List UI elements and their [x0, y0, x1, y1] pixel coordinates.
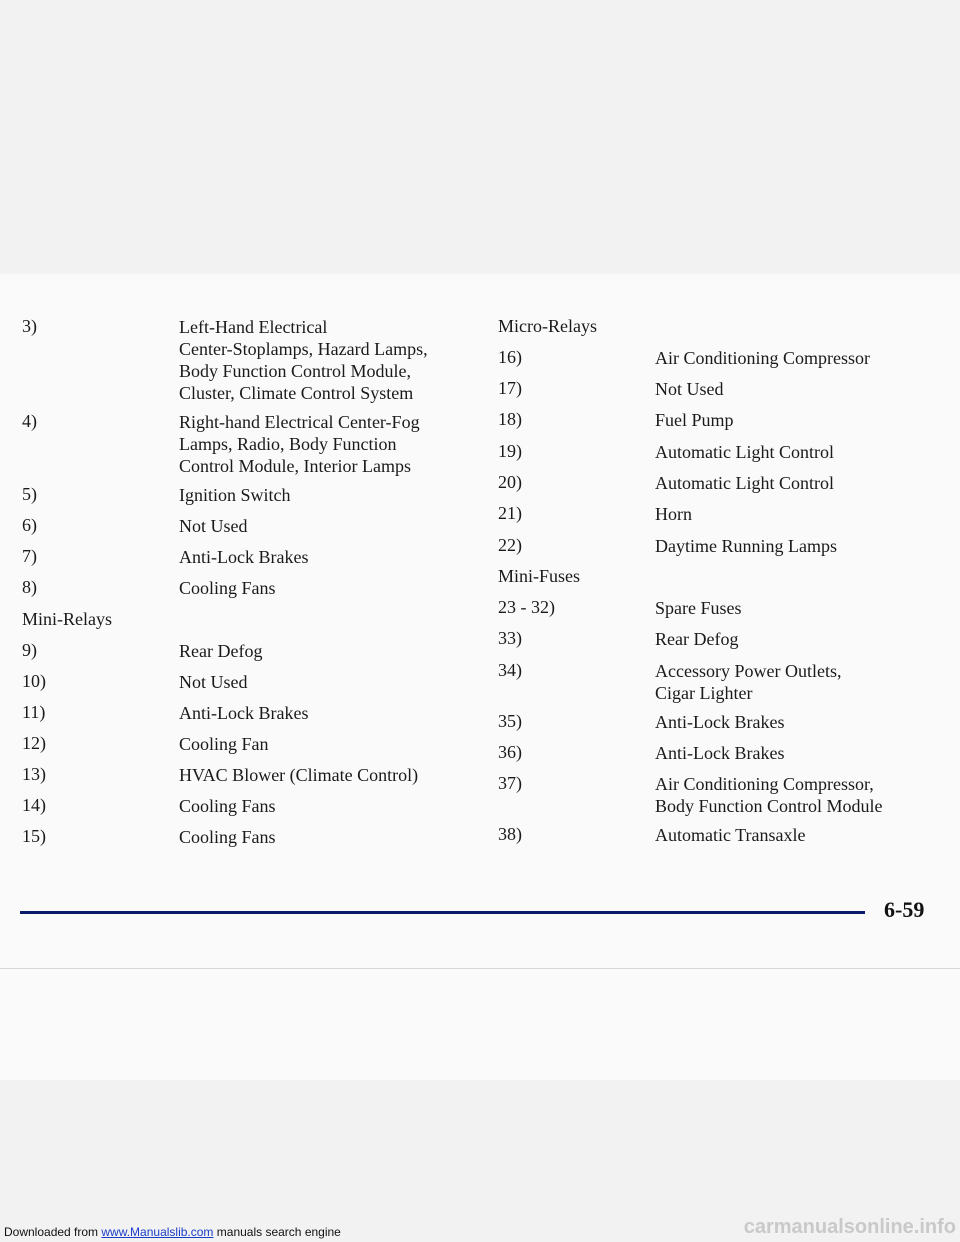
description-line: Anti-Lock Brakes: [655, 712, 785, 732]
item-number: 11): [22, 702, 46, 722]
item-number: 33): [498, 628, 522, 648]
item-number: 36): [498, 742, 522, 762]
footer-prefix: Downloaded from: [4, 1225, 102, 1239]
item-description: [179, 764, 418, 786]
item-description: [179, 546, 308, 568]
item-number: 14): [22, 795, 46, 815]
item-number: 38): [498, 824, 522, 844]
item-number: 21): [498, 503, 522, 523]
item-description: [655, 535, 837, 557]
item-number: 23 - 32): [498, 597, 555, 617]
item-description: [655, 824, 806, 846]
download-footer: [4, 1225, 341, 1239]
item-description: [655, 597, 742, 619]
item-description: [655, 441, 834, 463]
item-number: 20): [498, 472, 522, 492]
description-line: Body Function Control Module: [655, 796, 883, 816]
description-line: Air Conditioning Compressor: [655, 348, 870, 368]
item-description: [655, 378, 724, 400]
item-number: 3): [22, 316, 37, 336]
description-line: Cluster, Climate Control System: [179, 383, 414, 403]
page-number: 6-59: [884, 897, 925, 922]
section-header: Mini-Fuses: [498, 566, 581, 586]
item-description: [655, 660, 841, 704]
item-description: [655, 628, 738, 650]
description-line: Anti-Lock Brakes: [179, 547, 309, 567]
item-description: [179, 795, 276, 817]
description-line: Air Conditioning Compressor,: [655, 774, 874, 794]
item-number: 15): [22, 826, 46, 846]
description-line: Right-hand Electrical Center-Fog: [179, 412, 420, 432]
item-number: 4): [22, 411, 37, 431]
item-description: [179, 671, 248, 693]
item-description: [655, 503, 692, 525]
description-line: Horn: [655, 504, 692, 524]
footer-suffix: manuals search engine: [213, 1225, 341, 1239]
description-line: Automatic Light Control: [655, 473, 834, 493]
item-description: [655, 347, 870, 369]
item-description: [179, 484, 291, 506]
item-number: 12): [22, 733, 46, 753]
item-description: [655, 472, 834, 494]
item-number: 13): [22, 764, 46, 784]
item-number: 35): [498, 711, 522, 731]
description-line: Cooling Fans: [179, 578, 276, 598]
description-line: Rear Defog: [655, 629, 739, 649]
description-line: Fuel Pump: [655, 410, 734, 430]
item-number: 7): [22, 546, 37, 566]
item-description: [179, 316, 428, 404]
item-description: [655, 409, 734, 431]
description-line: Not Used: [179, 672, 248, 692]
description-line: Left-Hand Electrical: [179, 317, 328, 337]
item-description: [179, 411, 420, 477]
item-number: 19): [498, 441, 522, 461]
description-line: Accessory Power Outlets,: [655, 661, 842, 681]
description-line: Body Function Control Module,: [179, 361, 412, 381]
description-line: Cigar Lighter: [655, 683, 753, 703]
item-description: [655, 742, 784, 764]
description-line: Cooling Fans: [179, 827, 276, 847]
item-description: [655, 711, 784, 733]
item-description: [179, 640, 262, 662]
item-description: [655, 773, 883, 817]
item-number: 22): [498, 535, 522, 555]
item-number: 6): [22, 515, 37, 535]
description-line: Cooling Fan: [179, 734, 269, 754]
item-description: [179, 515, 248, 537]
item-number: 9): [22, 640, 37, 660]
description-line: Anti-Lock Brakes: [179, 703, 309, 723]
description-line: Lamps, Radio, Body Function: [179, 434, 397, 454]
page-rule: [20, 911, 865, 914]
item-number: 18): [498, 409, 522, 429]
description-line: Automatic Light Control: [655, 442, 834, 462]
description-line: Anti-Lock Brakes: [655, 743, 785, 763]
item-number: 8): [22, 577, 37, 597]
description-line: Automatic Transaxle: [655, 825, 806, 845]
item-number: 16): [498, 347, 522, 367]
item-description: [179, 733, 269, 755]
description-line: Control Module, Interior Lamps: [179, 456, 411, 476]
item-number: 37): [498, 773, 522, 793]
item-description: [179, 577, 276, 599]
description-line: Daytime Running Lamps: [655, 536, 837, 556]
item-description: [179, 702, 308, 724]
item-number: 5): [22, 484, 37, 504]
section-header: Micro-Relays: [498, 316, 597, 336]
item-description: [179, 826, 276, 848]
description-line: Ignition Switch: [179, 485, 291, 505]
item-number: 17): [498, 378, 522, 398]
item-number: 10): [22, 671, 46, 691]
description-line: Cooling Fans: [179, 796, 276, 816]
item-number: 34): [498, 660, 522, 680]
watermark-text: carmanualsonline.info: [743, 1216, 956, 1238]
section-header: Mini-Relays: [22, 609, 112, 629]
description-line: Not Used: [179, 516, 248, 536]
scan-line: [0, 968, 960, 969]
description-line: Center-Stoplamps, Hazard Lamps,: [179, 339, 428, 359]
description-line: Not Used: [655, 379, 724, 399]
description-line: HVAC Blower (Climate Control): [179, 765, 419, 785]
manualslib-link[interactable]: www.Manualslib.com: [101, 1225, 214, 1239]
description-line: Spare Fuses: [655, 598, 742, 618]
description-line: Rear Defog: [179, 641, 263, 661]
